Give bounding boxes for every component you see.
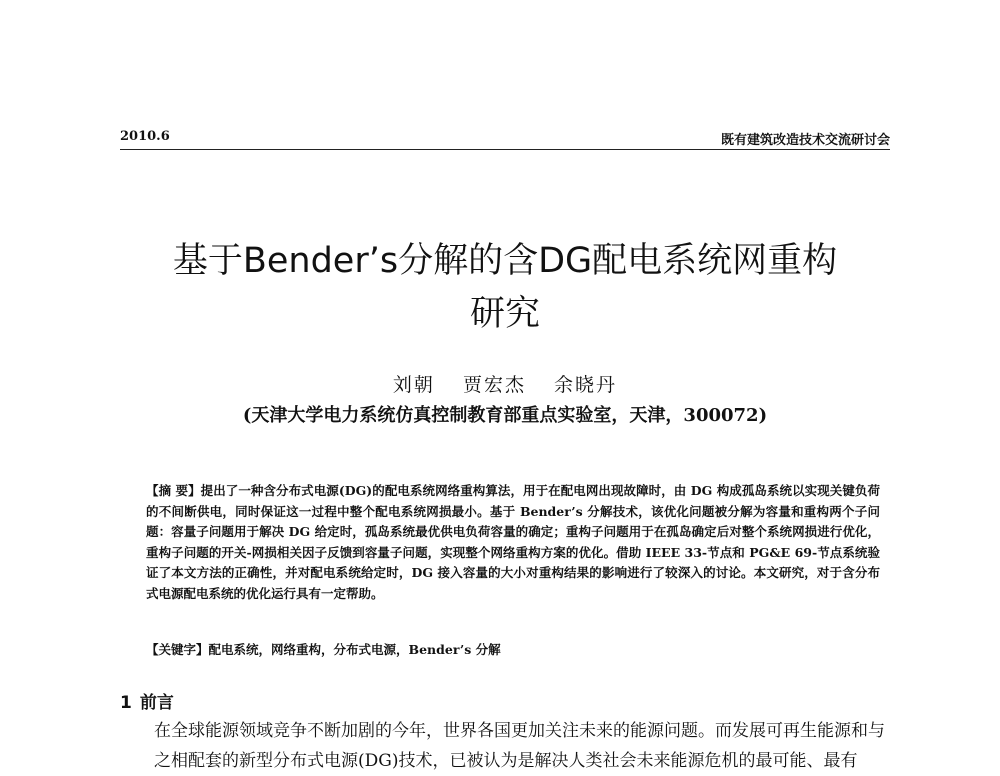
running-header xyxy=(120,129,890,150)
abstract xyxy=(120,481,880,605)
header-date: 2010.6 xyxy=(120,129,170,144)
keywords-label: 【关键字】 xyxy=(146,642,209,657)
body-paragraph xyxy=(120,716,890,776)
keywords xyxy=(146,640,886,658)
paper-title-line-1: 基于Bender’s分解的含DG配电系统网重构 xyxy=(172,241,838,281)
header-conference: 既有建筑改造技术交流研讨会 xyxy=(720,133,890,148)
paragraph-text: 在全球能源领域竞争不断加剧的今年，世界各国更加关注未来的能源问题。而发展可再生能源和与之相配套的新型分布式电源(DG)技术，已被认为是解决人类社会未来能源危机的最可能、最有 xyxy=(154,721,885,771)
keywords-text: 配电系统，网络重构，分布式电源，Bender’s 分解 xyxy=(208,642,501,657)
section-number: 1 xyxy=(120,693,132,713)
author-name: 贾宏杰 xyxy=(462,374,526,396)
paper-title-line-2: 研究 xyxy=(469,294,540,334)
author-affiliation: (天津大学电力系统仿真控制教育部重点实验室，天津，300072) xyxy=(242,405,768,426)
abstract-label: 【摘 要】 xyxy=(146,483,201,498)
abstract-text: 提出了一种含分布式电源(DG)的配电系统网络重构算法，用于在配电网出现故障时，由 DG 构成孤岛系统以实现关键负荷的不间断供电，同时保证这一过程中整个配电系统网损最小。基于 Bender’s 分解技术，该优化问题被分解为容量和重构两个子问题：容量子问题用于解决 DG 给定时，孤岛系统最优供电负荷容量的确定；重构子问题用于在孤岛确定后对整个系统网损进行优化，重构子问题的开关-网损相关因子反馈到容量子问题，实现整个网络重构方案的优化。借助 IEEE 33-节点和 PG&E 69-节点系统验证了本文方法的正确性，并对配电系统给定时，DG 接入容量的大小对重构结果的影响进行了较深入的讨论。本文研究，对于含分布式电源配电系统的优化运行具有一定帮助。 xyxy=(146,483,880,601)
paper-title xyxy=(120,235,890,341)
author-name: 刘朝 xyxy=(392,374,435,396)
author-name: 余晓丹 xyxy=(554,374,618,396)
section-heading xyxy=(120,688,174,713)
section-title: 前言 xyxy=(139,693,174,713)
author-list xyxy=(120,370,890,397)
